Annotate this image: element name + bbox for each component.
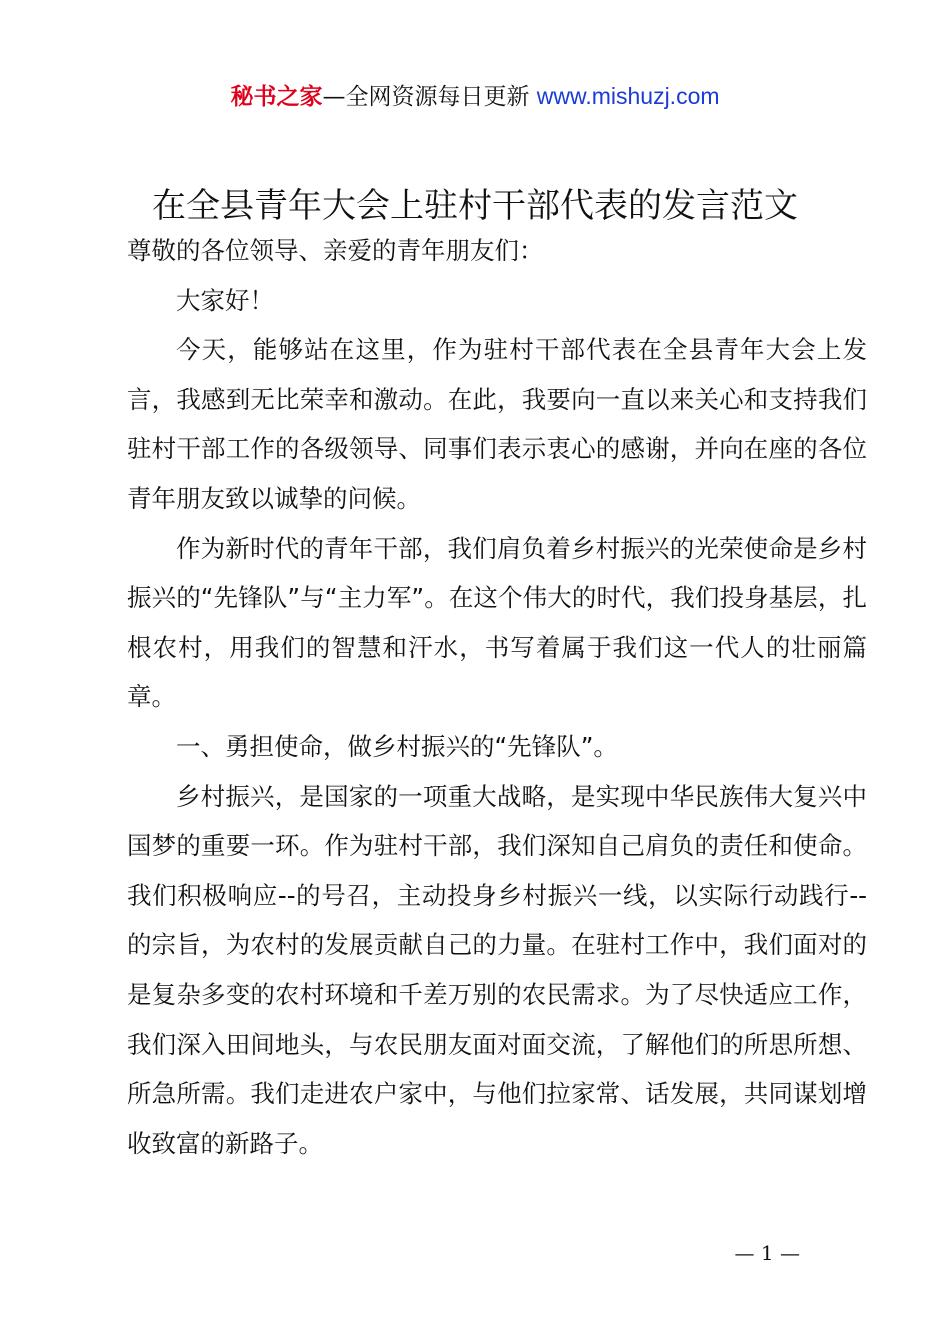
salutation: 尊敬的各位领导、亲爱的青年朋友们： [127, 236, 544, 265]
paragraph-mission: 作为新时代的青年干部，我们肩负着乡村振兴的光荣使命是乡村振兴的“先锋队”与“主力军”。在这个伟大的时代，我们投身基层，扎根农村，用我们的智慧和汗水，书写着属于我们这一代人的壮丽篇章。 [127, 533, 867, 712]
site-url-link[interactable]: www.mishuzj.com [536, 83, 720, 109]
section-heading-1: 一、勇担使命，做乡村振兴的“先锋队”。 [176, 731, 618, 761]
paragraph-intro: 今天，能够站在这里，作为驻村干部代表在全县青年大会上发言，我感到无比荣幸和激动。在此，我要向一直以来关心和支持我们驻村干部工作的各级领导、同事们表示衷心的感谢，并向在座的各位青年朋友致以诚挚的问候。 [127, 335, 867, 513]
document-title: 在全县青年大会上驻村干部代表的发言范文 [152, 186, 798, 226]
document-body [127, 226, 867, 1168]
page-number: — 1 — [734, 1241, 800, 1265]
brand-name: 秘书之家 [230, 84, 323, 110]
site-slogan: —全网资源每日更新 [322, 84, 537, 110]
paragraph-greeting: 大家好！ [176, 285, 274, 315]
paragraph-rural-revitalization: 乡村振兴，是国家的一项重大战略，是实现中华民族伟大复兴中国梦的重要一环。作为驻村干部，我们深知自己肩负的责任和使命。我们积极响应--的号召，主动投身乡村振兴一线，以实际行动践行--的宗旨，为农村的发展贡献自己的力量。在驻村工作中，我们面对的是复杂多变的农村环境和千差万别的农民需求。为了尽快适应工作，我们深入田间地头，与农民朋友面对面交流，了解他们的所思所想、所急所需。我们走进农户家中，与他们拉家常、话发展，共同谋划增收致富的新路子。 [127, 781, 867, 1158]
site-header [0, 80, 950, 113]
